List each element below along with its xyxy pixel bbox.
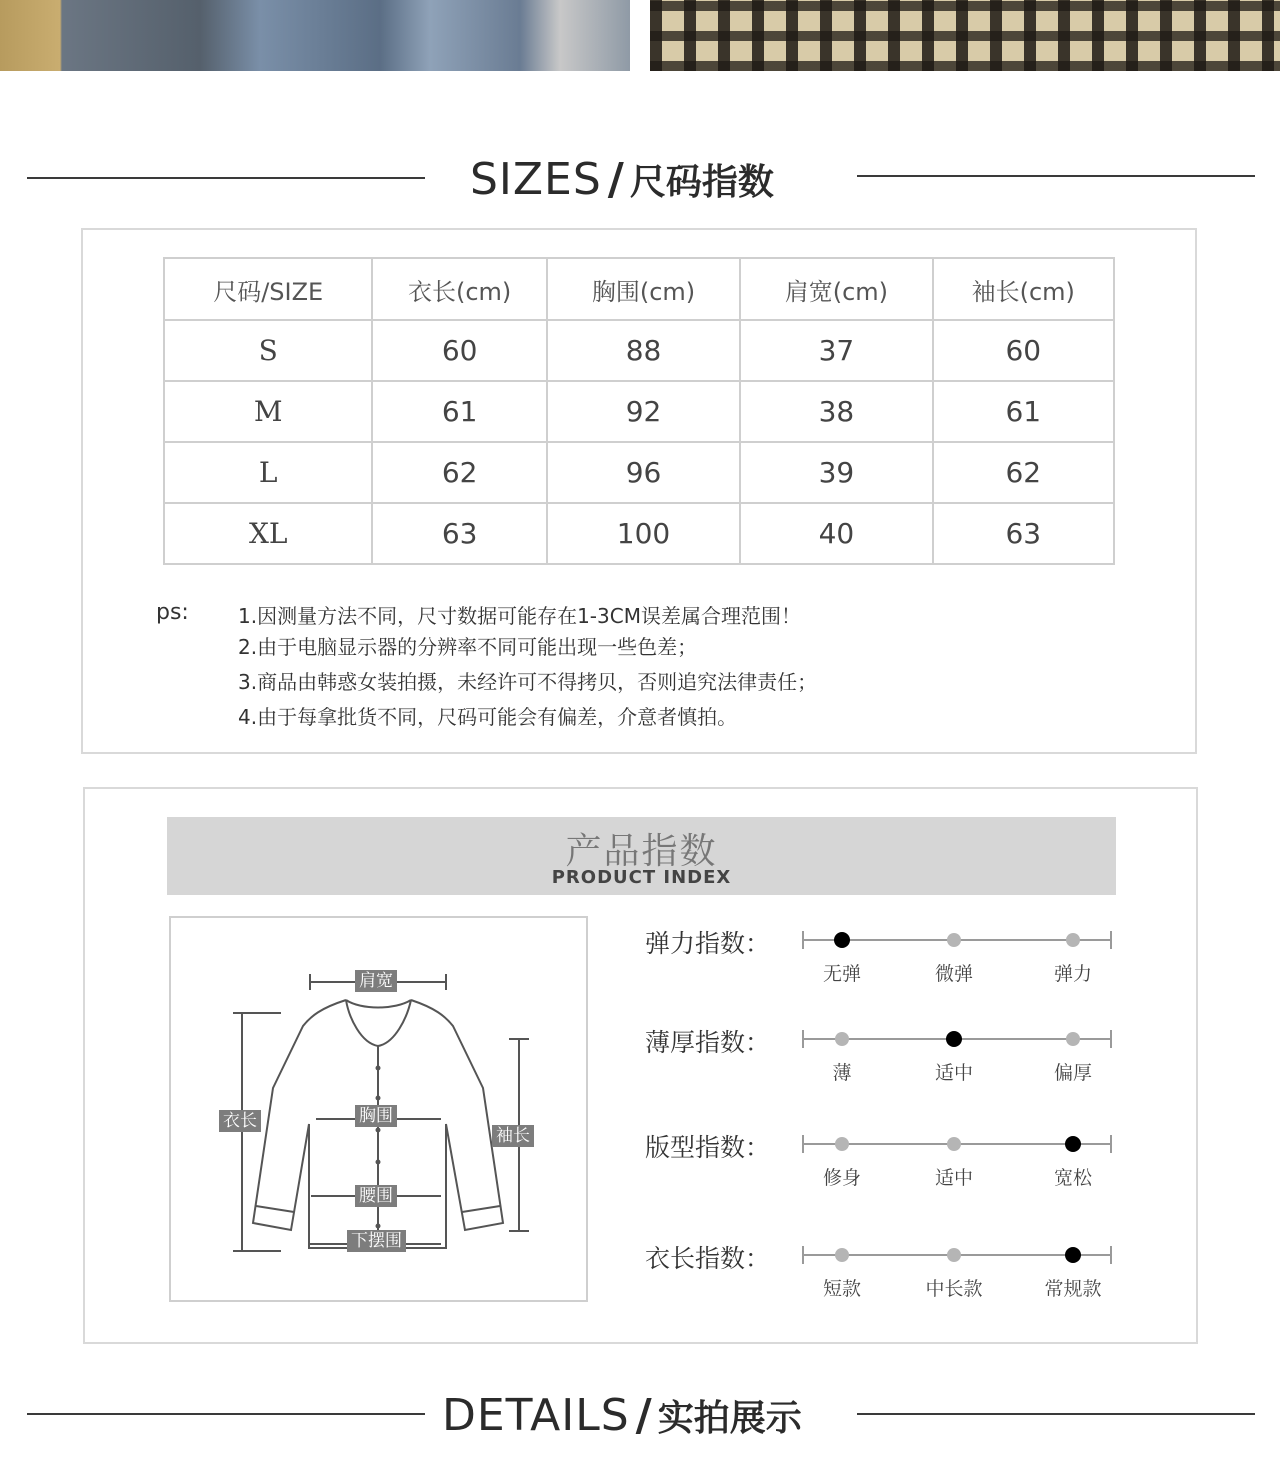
product-photo-left <box>0 0 630 71</box>
size-table-header: 肩宽(cm) <box>740 258 932 320</box>
index-dot-selected <box>1065 1247 1081 1263</box>
index-option-label: 微弹 <box>934 963 973 985</box>
diagram-label-chest: 胸围 <box>355 1105 397 1127</box>
value-cell: 62 <box>372 442 546 503</box>
value-cell: 96 <box>547 442 740 503</box>
product-photo-right <box>650 0 1280 71</box>
product-index-title-en: PRODUCT INDEX <box>551 867 732 888</box>
index-dot <box>947 1137 961 1151</box>
heading-rule-right <box>857 1413 1255 1415</box>
index-option-label: 修身 <box>822 1167 861 1189</box>
index-dot <box>947 1248 961 1262</box>
diagram-label-waist: 腰围 <box>355 1185 397 1207</box>
value-cell: 62 <box>933 442 1114 503</box>
sizes-heading-en: SIZES <box>470 154 602 205</box>
index-dot <box>835 1248 849 1262</box>
index-title: 衣长指数： <box>645 1244 771 1273</box>
diagram-label-sleeve: 袖长 <box>492 1125 534 1147</box>
table-row <box>164 442 1114 503</box>
notes-label: ps: <box>156 600 189 625</box>
details-heading-cn: 实拍展示 <box>657 1398 802 1439</box>
note-item: 2.由于电脑显示器的分辨率不同可能出现一些色差； <box>238 635 698 659</box>
index-scale-tick <box>1110 1135 1112 1153</box>
index-option-label: 弹力 <box>1053 963 1092 985</box>
value-cell: 37 <box>740 320 932 381</box>
size-table-header-row <box>164 258 1114 320</box>
index-option-label: 无弹 <box>822 963 861 985</box>
index-scale-tick <box>802 1246 804 1264</box>
value-cell: 63 <box>372 503 546 564</box>
index-title: 薄厚指数： <box>645 1028 771 1057</box>
heading-rule-left <box>27 177 425 179</box>
sizes-heading-cn: 尺码指数 <box>629 162 774 203</box>
diagram-label-shoulder: 肩宽 <box>355 970 397 992</box>
index-option-label: 偏厚 <box>1053 1062 1092 1084</box>
index-title: 版型指数： <box>645 1133 771 1162</box>
size-cell: M <box>164 381 372 442</box>
index-dot-selected <box>834 932 850 948</box>
note-item: 3.商品由韩惑女装拍摄，未经许可不得拷贝，否则追究法律责任； <box>238 670 818 694</box>
size-table-header: 胸围(cm) <box>547 258 740 320</box>
index-scale-tick <box>802 1030 804 1048</box>
index-option-label: 适中 <box>934 1167 973 1189</box>
product-index-title-cn: 产品指数 <box>565 831 718 872</box>
size-table-header: 衣长(cm) <box>372 258 546 320</box>
index-dot-selected <box>946 1031 962 1047</box>
size-cell: S <box>164 320 372 381</box>
index-option-label: 薄 <box>832 1062 852 1084</box>
size-table-header: 袖长(cm) <box>933 258 1114 320</box>
details-heading <box>442 1390 802 1441</box>
diagram-label-hem: 下摆围 <box>347 1230 406 1252</box>
value-cell: 63 <box>933 503 1114 564</box>
index-dot <box>835 1032 849 1046</box>
shirt-diagram <box>169 916 588 1302</box>
index-dot <box>835 1137 849 1151</box>
value-cell: 40 <box>740 503 932 564</box>
index-dot-selected <box>1065 1136 1081 1152</box>
index-dot <box>1066 933 1080 947</box>
value-cell: 39 <box>740 442 932 503</box>
details-heading-en: DETAILS <box>442 1390 630 1441</box>
index-option-label: 宽松 <box>1053 1167 1092 1189</box>
index-scale-tick <box>1110 931 1112 949</box>
details-heading-sep: / <box>635 1390 652 1441</box>
index-scale-tick <box>802 931 804 949</box>
table-row <box>164 320 1114 381</box>
index-title: 弹力指数： <box>645 929 771 958</box>
index-dot <box>947 933 961 947</box>
value-cell: 100 <box>547 503 740 564</box>
sizes-heading <box>470 154 774 205</box>
index-scale-tick <box>1110 1030 1112 1048</box>
note-item: 4.由于每拿批货不同，尺码可能会有偏差，介意者慎拍。 <box>238 705 738 729</box>
index-dot <box>1066 1032 1080 1046</box>
value-cell: 92 <box>547 381 740 442</box>
size-cell: L <box>164 442 372 503</box>
value-cell: 38 <box>740 381 932 442</box>
product-index-banner <box>167 817 1116 895</box>
size-table-header: 尺码/SIZE <box>164 258 372 320</box>
index-option-label: 短款 <box>822 1278 861 1300</box>
index-option-label: 常规款 <box>1044 1278 1102 1300</box>
sizes-heading-sep: / <box>607 154 624 205</box>
table-row <box>164 503 1114 564</box>
index-option-label: 中长款 <box>925 1278 983 1300</box>
size-table <box>163 257 1115 565</box>
value-cell: 60 <box>372 320 546 381</box>
value-cell: 61 <box>933 381 1114 442</box>
index-option-label: 适中 <box>934 1062 973 1084</box>
note-item: 1.因测量方法不同，尺寸数据可能存在1-3CM误差属合理范围！ <box>238 604 801 628</box>
diagram-label-length: 衣长 <box>219 1110 261 1132</box>
value-cell: 60 <box>933 320 1114 381</box>
index-scale-tick <box>1110 1246 1112 1264</box>
heading-rule-right <box>857 175 1255 177</box>
size-cell: XL <box>164 503 372 564</box>
value-cell: 88 <box>547 320 740 381</box>
value-cell: 61 <box>372 381 546 442</box>
table-row <box>164 381 1114 442</box>
index-scale-tick <box>802 1135 804 1153</box>
heading-rule-left <box>27 1413 425 1415</box>
